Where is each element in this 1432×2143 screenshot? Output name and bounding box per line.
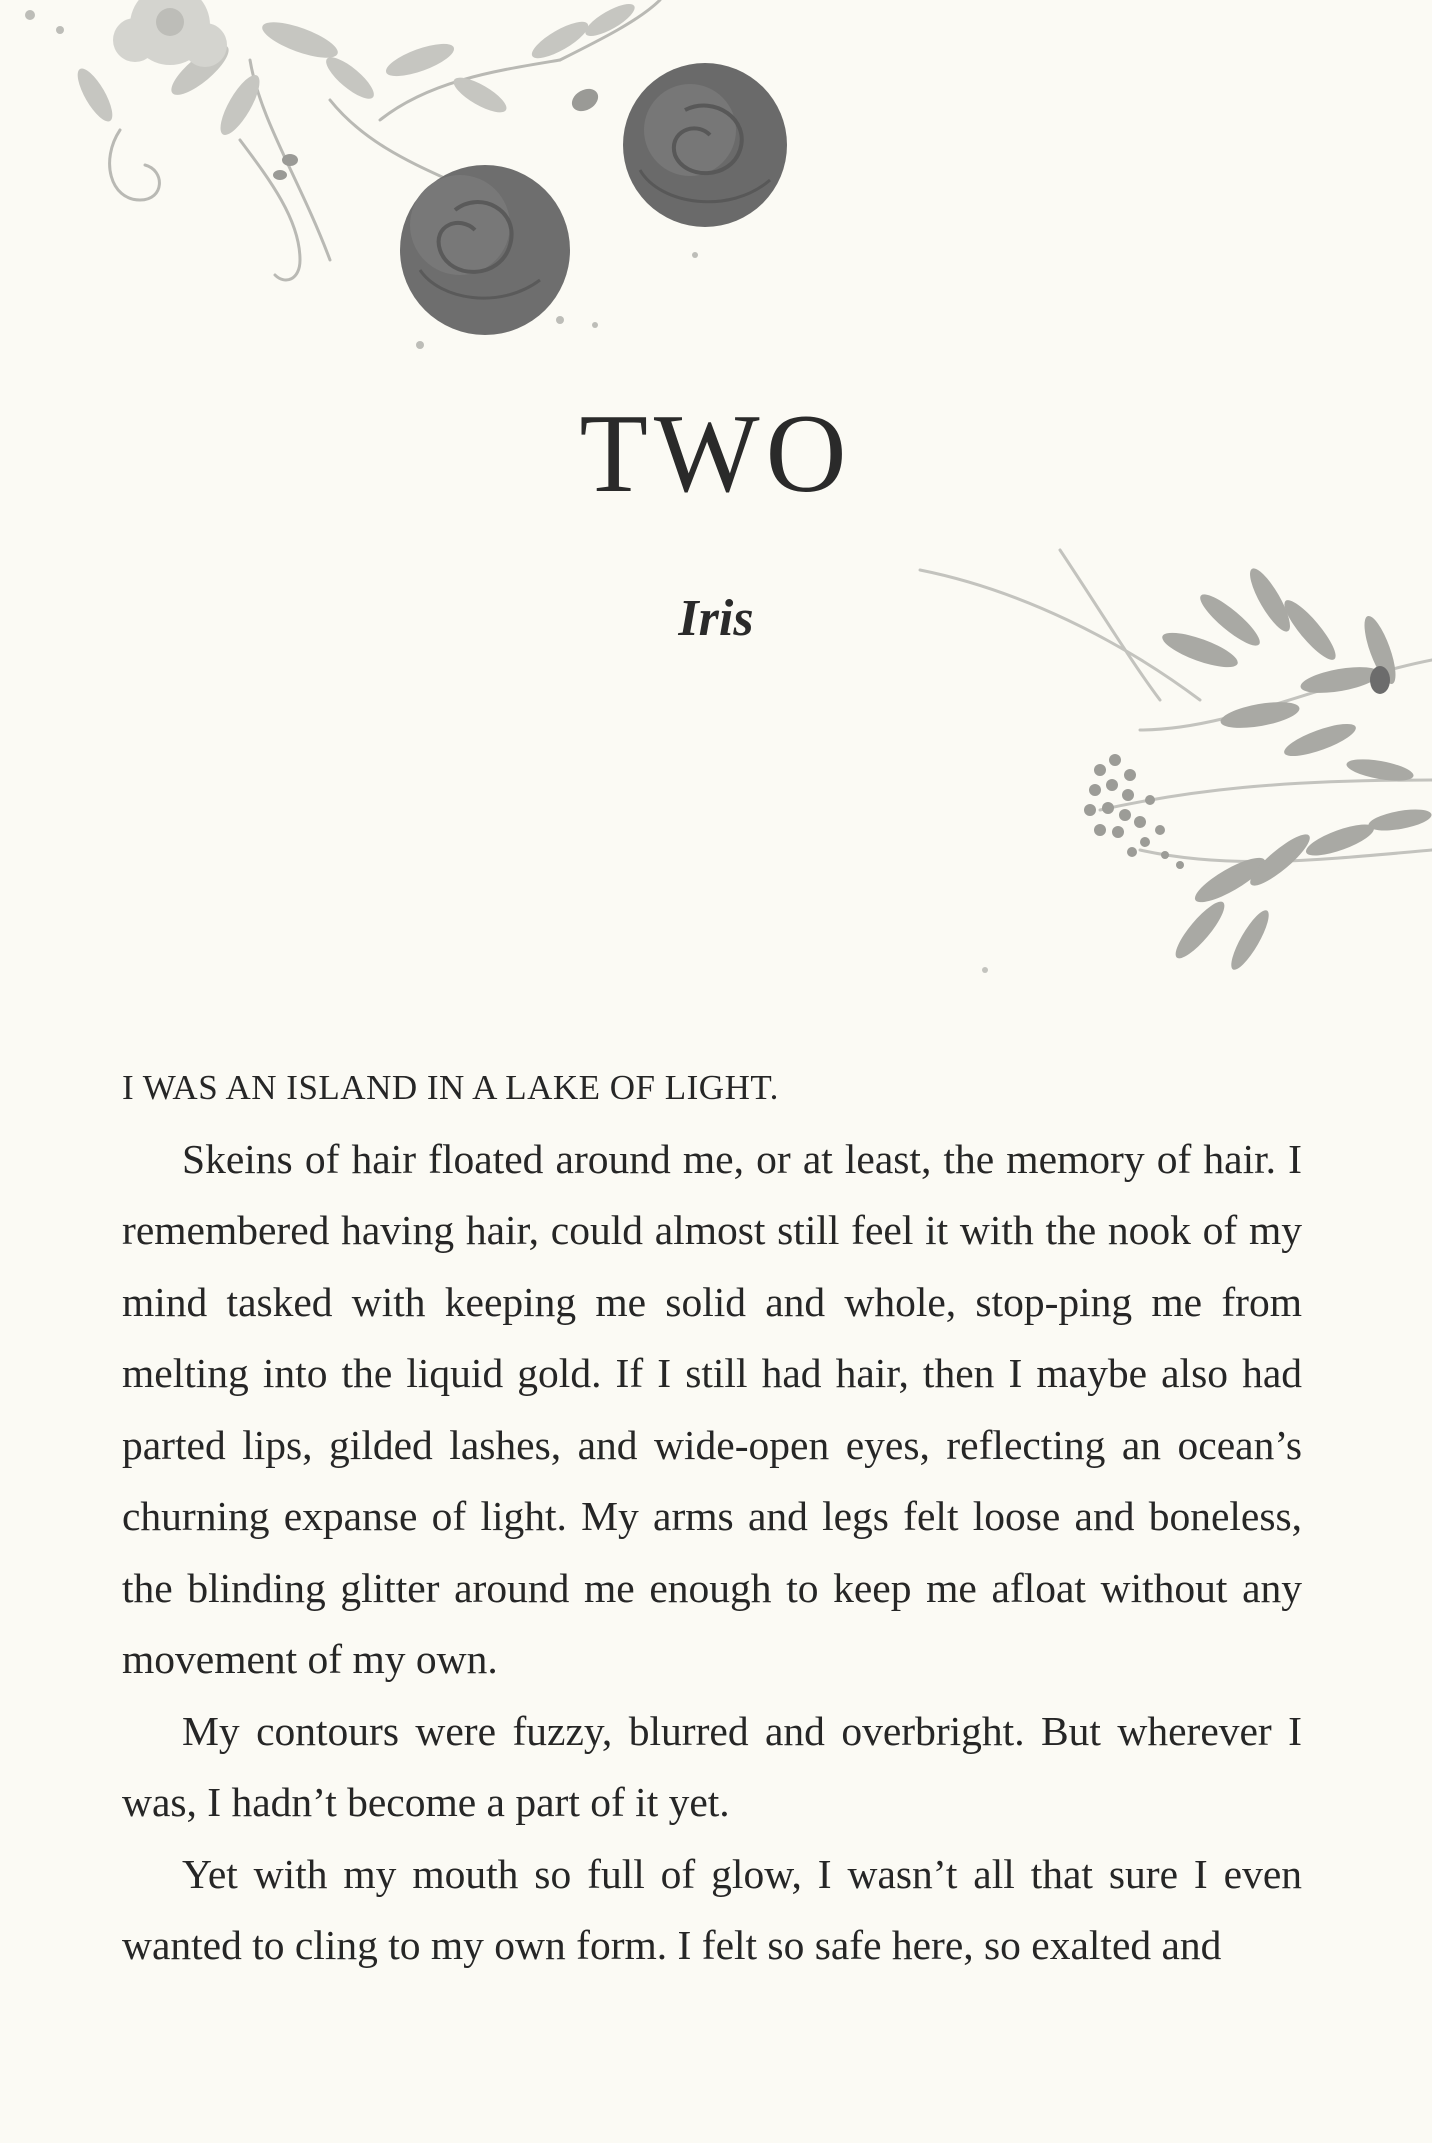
chapter-subtitle: Iris (678, 590, 754, 647)
paragraph: Skeins of hair floated around me, or at least, the memory of hair. I remembered having hair, could almost still feel it with the nook of my mind tasked with keeping me solid and whole, stop-ping me from melting into the liquid gold. If I still had hair, then I maybe also had parted lips, gilded lashes, and wide-open eyes, reflecting an ocean’s churning expanse of light. My arms and legs felt loose and boneless, the blinding glitter around me enough to keep me afloat without any movement of my own. (122, 1135, 1302, 1682)
opening-line: I WAS AN ISLAND IN A LAKE OF LIGHT. (122, 1068, 779, 1107)
opening-paragraph (122, 1052, 1302, 1124)
leafy-branch-ornament-icon (900, 530, 1432, 990)
paragraph: Yet with my mouth so full of glow, I wasn’t all that sure I even wanted to cling to my own form. I felt so safe here, so exalted and (122, 1850, 1302, 1968)
chapter-number-title: TWO (579, 392, 853, 516)
rose-floral-ornament-icon (0, 0, 820, 380)
paragraph: My contours were fuzzy, blurred and overbright. But wherever I was, I hadn’t become a part of it yet. (122, 1707, 1302, 1825)
body-text (122, 1052, 1302, 1982)
